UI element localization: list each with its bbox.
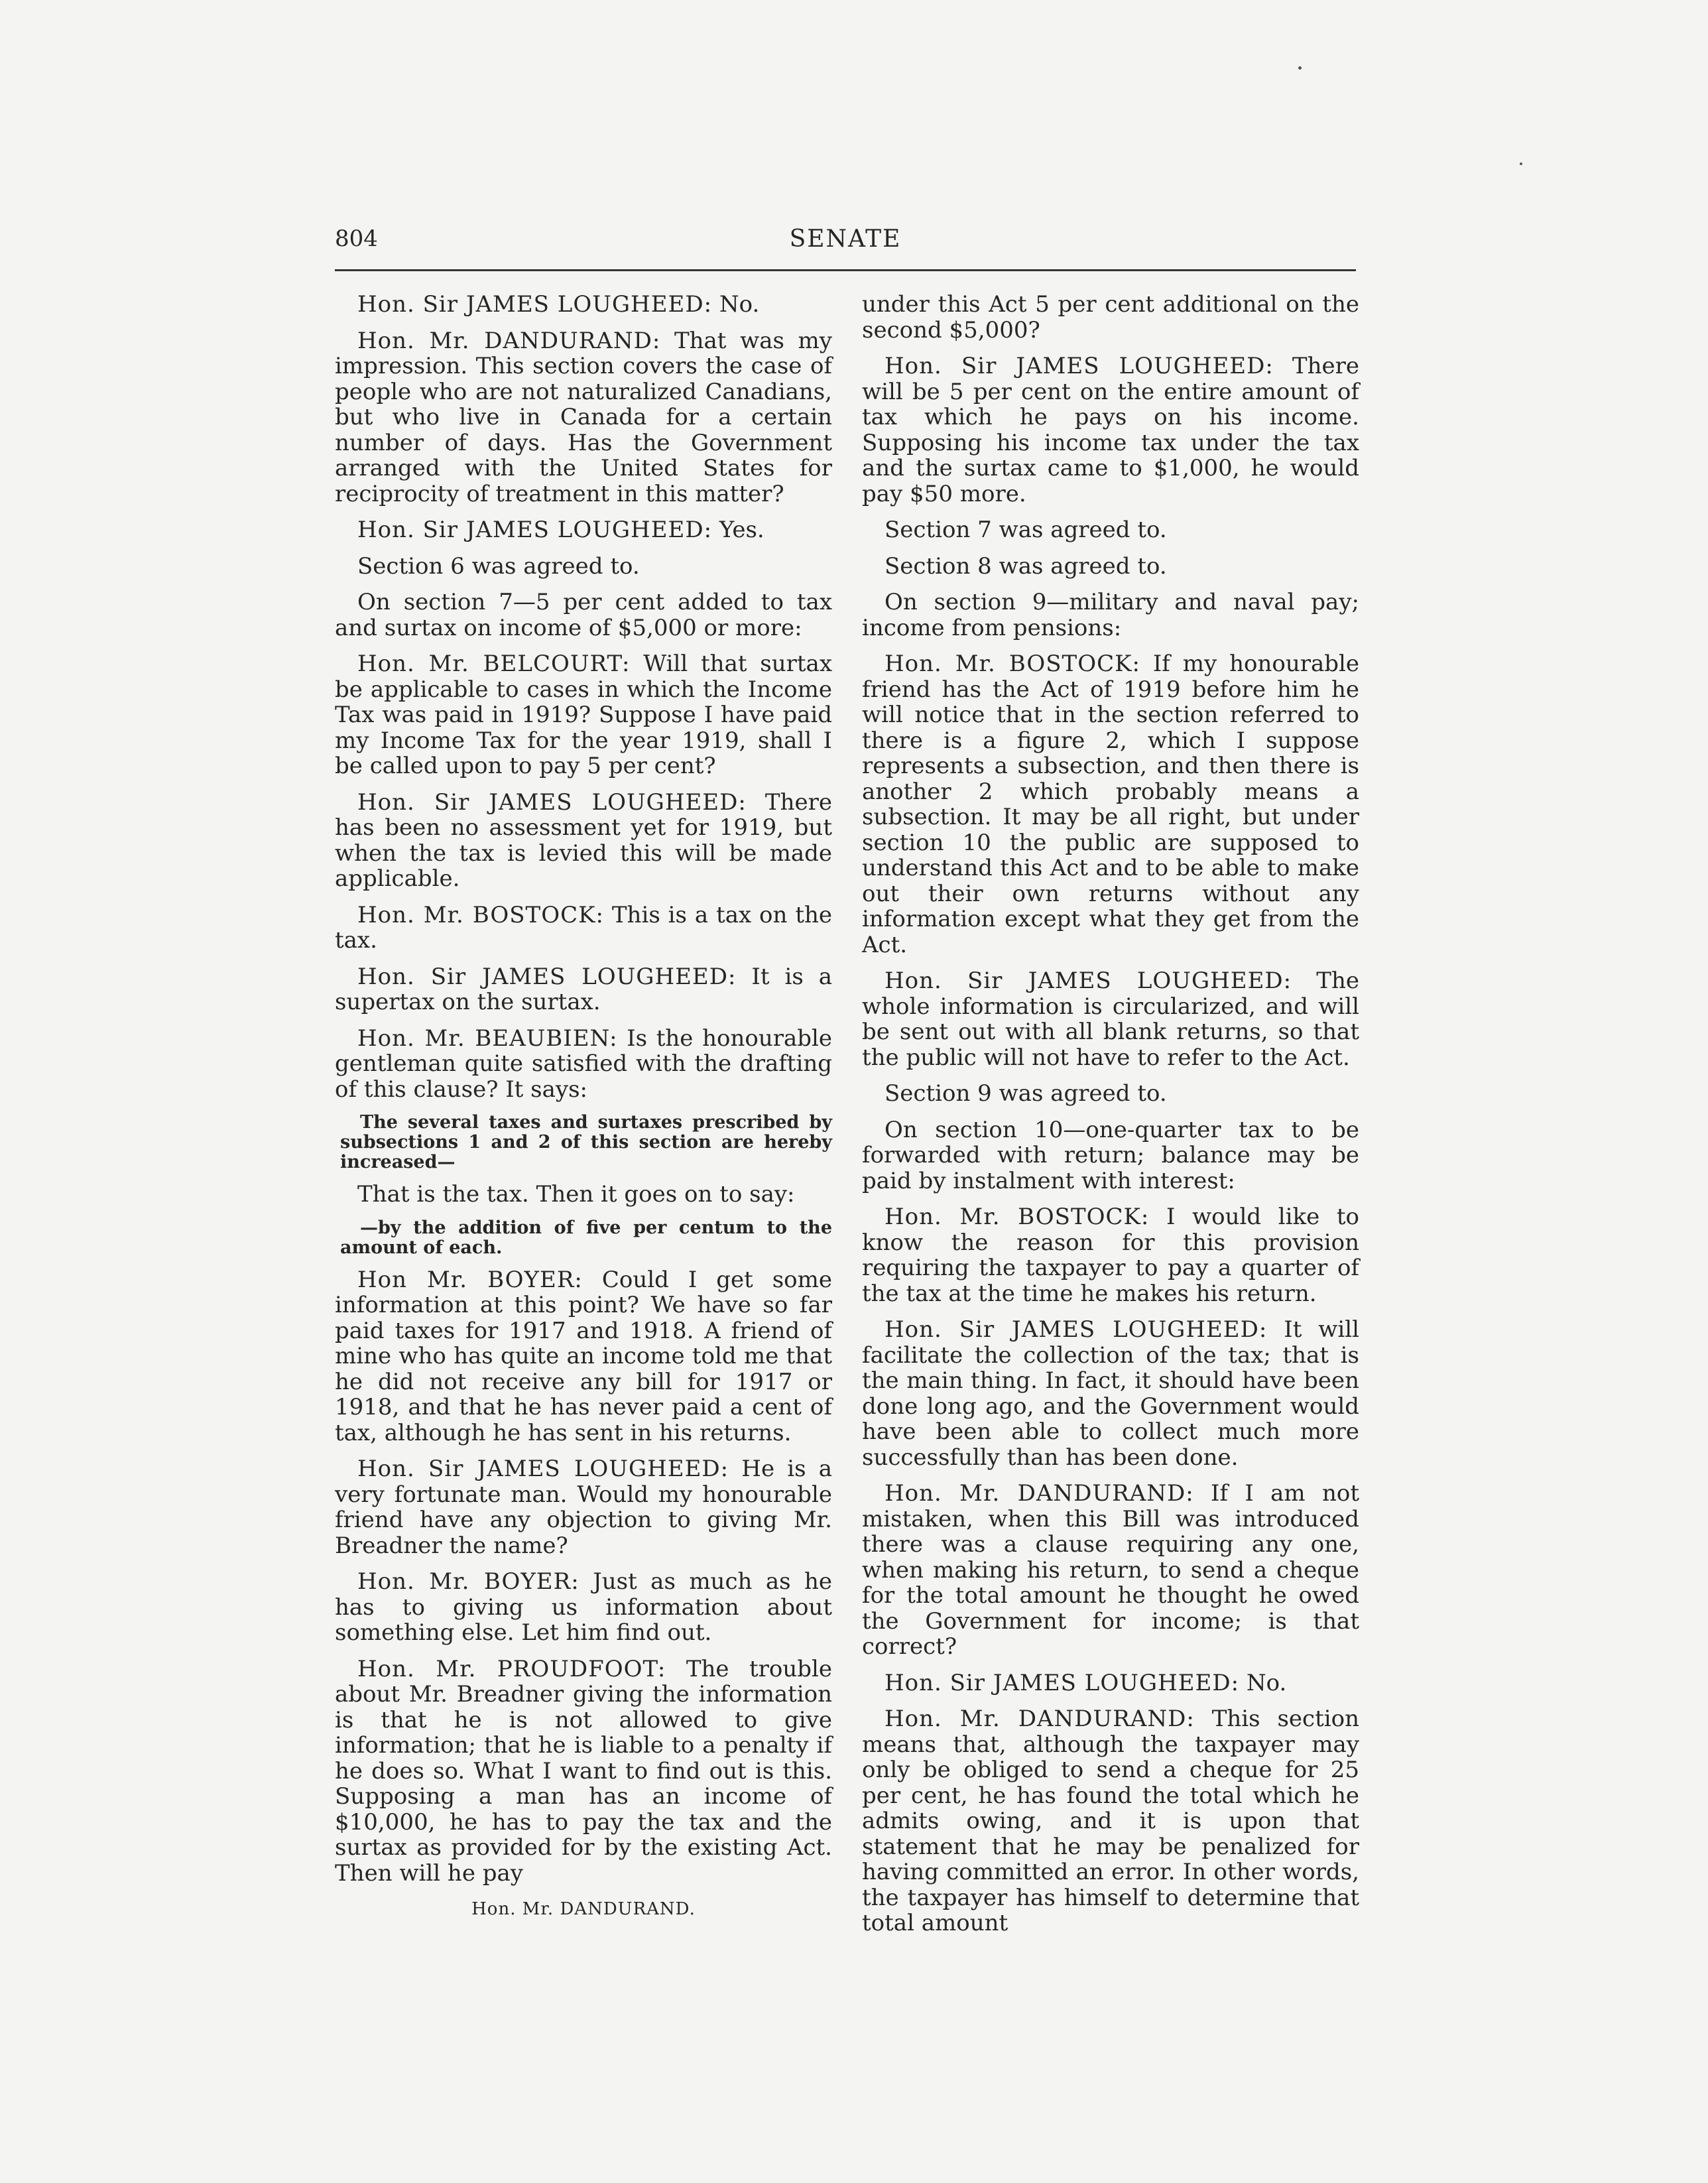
paragraph-text: It will facilitate the collection of the tax; that is the main thing. In fact, it should have been done long ago, and the Government would have been able to collect much more successfully than has been done. [862, 1316, 1360, 1471]
paragraph-text: under this Act 5 per cent additional on the second $5,000? [862, 291, 1359, 343]
paragraph [335, 292, 832, 318]
paragraph [335, 1456, 832, 1558]
paragraph [862, 651, 1359, 958]
paragraph-text: Section 6 was agreed to. [357, 552, 640, 580]
paragraph [335, 590, 832, 641]
paragraph-text: No. [719, 291, 760, 318]
paragraph-text: Section 7 was agreed to. [884, 517, 1167, 543]
paragraph-text: This section means that, although the taxpayer may only be obliged to send a cheque for 25 per cent, he has found the total which he admits owing, and it is upon that statement that he may be penalized for having committed an error. In other words, the taxpayer has himself to determine that total amount [862, 1706, 1359, 1936]
paragraph-text: On section 10—one-quarter tax to be forwarded with return; balance may be paid by instalment with interest: [862, 1116, 1359, 1194]
paragraph-text: That is the tax. Then it goes on to say: [357, 1181, 795, 1208]
speaker-name: Hon. Mr. DANDURAND: [884, 1480, 1194, 1507]
left-column [335, 292, 832, 1922]
speaker-name: Hon. Sir JAMES LOUGHEED: [884, 967, 1292, 994]
paragraph-text: If my honourable friend has the Act of 1919 before him he will notice that in the section referred to there is a figure 2, which I suppose represents a subsection, and then there is another 2 which probably means a subsection. It may be all right, but under section 10 the public are supposed to understand this Act and to be able to make out their own returns without any information except what they get from the Act. [862, 651, 1359, 958]
speaker-name: Hon. Sir JAMES LOUGHEED: [357, 291, 713, 318]
speaker-name: Hon. Mr. BOSTOCK: [884, 651, 1140, 677]
speaker-name: Hon. Sir JAMES LOUGHEED: [884, 1316, 1268, 1343]
paragraph [335, 903, 832, 954]
speaker-name: Hon. Mr. BOSTOCK: [884, 1204, 1150, 1230]
paragraph [335, 1569, 832, 1646]
page-number: 804 [335, 225, 378, 252]
paragraph-text: That was my impression. This section covers the case of people who are not naturalized Canadians, but who live in Canada for a certain number of days. Has the Government arranged with the United States for reciprocity of treatment in this matter? [335, 327, 832, 507]
speaker-name: Hon. Sir JAMES LOUGHEED: [884, 1669, 1240, 1696]
scan-speck [1520, 162, 1522, 165]
paragraph [862, 1117, 1359, 1194]
paragraph-text: On section 9—military and naval pay; income from pensions: [862, 589, 1359, 641]
paragraph-text: There will be 5 per cent on the entire amount of tax which he pays on his income. Supposing his income tax under the tax and the surtax came to $1,000, he would pay $50 more. [862, 353, 1359, 507]
paragraph [335, 517, 832, 543]
paragraph [862, 1670, 1359, 1696]
paragraph-text: It is a supertax on the surtax. [335, 963, 832, 1015]
paragraph-text: Could I get some information at this point? We have so far paid taxes for 1917 and 1918. A friend of mine who has quite an income told me that he did not receive any bill for 1917 or 1918, and that he has never paid a cent of tax, although he has sent in his returns. [335, 1266, 833, 1446]
paragraph-text: Yes. [719, 517, 764, 543]
paragraph-text: —by the addition of five per centum to the amount of each. [340, 1217, 832, 1258]
paragraph-text: Section 8 was agreed to. [884, 552, 1167, 580]
paragraph [862, 590, 1359, 641]
speaker-name: Hon. Sir JAMES LOUGHEED: [357, 788, 747, 816]
paragraph [862, 1204, 1359, 1306]
speaker-name: Hon. Mr. DANDURAND: [884, 1706, 1195, 1732]
paragraph [862, 292, 1359, 343]
paragraph [335, 554, 832, 580]
paragraph [335, 790, 832, 892]
paragraph-text: No. [1246, 1669, 1287, 1696]
paragraph [335, 1267, 832, 1446]
paragraph-text: The whole information is circularized, and will be sent out with all blank returns, so that the public will not have to refer to the Act. [862, 967, 1359, 1071]
speaker-name: Hon. Mr. PROUDFOOT: [357, 1655, 666, 1682]
page-header [335, 225, 1356, 252]
paragraph-text: The trouble about Mr. Breadner giving the information is that he is not allowed to give information; that he is liable to a penalty if he does so. What I want to find out is this. Supposing a man has an income of $10,000, he has to pay the tax and the surtax as provided for by the existing Act. Then will he pay [335, 1655, 833, 1887]
paragraph [335, 1656, 832, 1887]
speaker-name: Hon. Sir JAMES LOUGHEED: [357, 1456, 729, 1482]
speaker-name: Hon. Sir JAMES LOUGHEED: [357, 517, 713, 543]
speaker-name: Hon. Sir JAMES LOUGHEED: [884, 353, 1274, 379]
speaker-name: Hon. Mr. BOSTOCK: [357, 901, 604, 928]
paragraph-text: Just as much as he has to giving us information about something else. Let him find out. [335, 1568, 833, 1646]
paragraph-text: I would like to know the reason for this provision requiring the taxpayer to pay a quarter of the tax at the time he makes his return. [862, 1204, 1359, 1307]
quoted-text [335, 1113, 832, 1172]
paragraph [862, 968, 1359, 1070]
header-rule [335, 269, 1356, 271]
paragraph [335, 964, 832, 1015]
running-title: SENATE [789, 225, 902, 253]
speaker-name: Hon. Mr. BELCOURT: [357, 651, 631, 677]
paragraph-text: On section 7—5 per cent added to tax and surtax on income of $5,000 or more: [335, 589, 832, 641]
scan-speck [1298, 66, 1302, 70]
paragraph-text: This is a tax on the tax. [335, 901, 832, 954]
paragraph [862, 554, 1359, 580]
paragraph-text: Will that surtax be applicable to cases in which the Income Tax was paid in 1919? Suppose I have paid my Income Tax for the year 1919, shall I be called upon to pay 5 per cent? [335, 651, 833, 779]
speaker-name: Hon. Mr. BEAUBIEN: [357, 1025, 618, 1052]
page-footer-name: Hon. Mr. DANDURAND. [471, 1899, 696, 1919]
quoted-text [335, 1218, 832, 1258]
paragraph-text: If I am not mistaken, when this Bill was introduced there was a clause requiring any one, when making his return, to send a cheque for the total amount he thought he owed the Government for income; is that correct? [862, 1480, 1359, 1660]
paragraph [862, 517, 1359, 543]
paragraph [862, 1706, 1359, 1936]
paragraph [862, 1317, 1359, 1470]
paragraph [335, 1026, 832, 1103]
right-column [862, 292, 1359, 1947]
paragraph [335, 651, 832, 779]
speaker-name: Hon. Sir JAMES LOUGHEED: [357, 963, 737, 990]
paragraph [862, 1081, 1359, 1107]
paragraph [335, 1182, 832, 1208]
speaker-name: Hon. Mr. BOYER: [357, 1568, 580, 1595]
paragraph-text: He is a very fortunate man. Would my honourable friend have any objection to giving Mr. Breadner the name? [335, 1456, 832, 1559]
paragraph [862, 1481, 1359, 1660]
paragraph-text: Section 9 was agreed to. [884, 1080, 1167, 1107]
paragraph [335, 328, 832, 507]
paragraph-text: Is the honourable gentleman quite satisfied with the drafting of this clause? It says: [335, 1025, 833, 1103]
speaker-name: Hon. Mr. DANDURAND: [357, 327, 661, 354]
speaker-name: Hon Mr. BOYER: [357, 1266, 583, 1293]
paragraph-text: The several taxes and surtaxes prescribed by subsections 1 and 2 of this section are hereby increased— [340, 1112, 832, 1172]
paragraph-text: There has been no assessment yet for 1919, but when the tax is levied this will be made applicable. [335, 788, 832, 892]
paragraph [862, 353, 1359, 507]
